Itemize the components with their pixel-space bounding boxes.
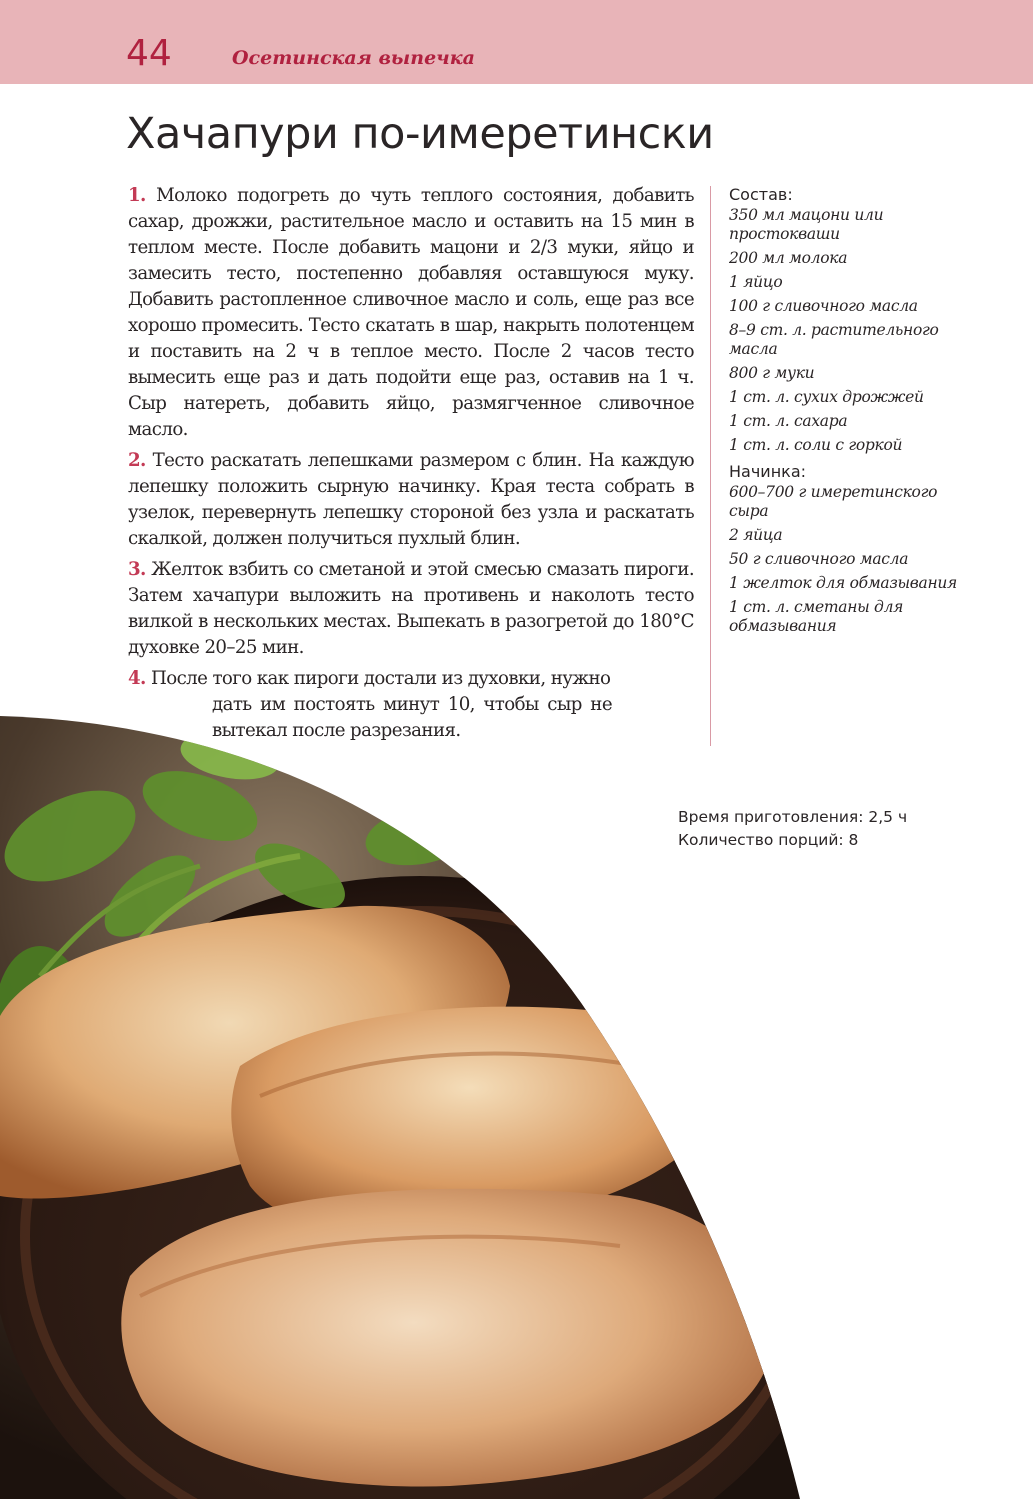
filling-heading: Начинка: bbox=[729, 462, 807, 481]
recipe-steps bbox=[128, 183, 694, 749]
step-1 bbox=[128, 183, 694, 443]
ingredient-item: 1 ст. л. сухих дрожжей bbox=[729, 388, 924, 406]
step-text: Тесто раскатать лепешками размером с блин. На каждую лепешку положить сырную начинку. Края теста собрать в узелок, перевернуть лепешку стороной без узла и раскатать скалкой, должен получиться пухлый блин. bbox=[128, 450, 694, 549]
filling-item: 2 яйца bbox=[729, 526, 783, 544]
ingredient-item: 1 ст. л. сахара bbox=[729, 412, 848, 430]
step-text-continued: дать им постоять минут 10, чтобы сыр не вытекал после разрезания. bbox=[212, 694, 612, 741]
page-number: 44 bbox=[126, 33, 172, 74]
ingredient-item: 1 ст. л. соли с горкой bbox=[729, 436, 903, 454]
ingredient-item: 100 г сливочного масла bbox=[729, 297, 918, 315]
servings-count: Количество порций: 8 bbox=[678, 831, 859, 849]
ingredient-item: 350 мл мацони или простокваши bbox=[729, 206, 884, 243]
ingredients-heading: Состав: bbox=[729, 185, 793, 204]
step-text: Молоко подогреть до чуть теплого состояния, добавить сахар, дрожжи, растительное масло и оставить на 15 мин в теплом месте. После добавить мацони и 2/3 муки, яйцо и замесить тесто, постепенно добавляя оставшуюся муку. Добавить растопленное сливочное масло и соль, еще раз все хорошо промесить. Тесто скатать в шар, накрыть полотенцем и поставить на 2 ч в теплое место. После 2 часов тесто вымесить еще раз и дать подойти еще раз, оставив на 1 ч. Сыр натереть, добавить яйцо, размягченное сливочное масло. bbox=[128, 185, 694, 440]
khachapuri-photo bbox=[0, 716, 800, 1499]
column-divider bbox=[710, 186, 711, 746]
step-3 bbox=[128, 557, 694, 661]
step-number: 1. bbox=[128, 185, 146, 206]
filling-item: 50 г сливочного масла bbox=[729, 550, 909, 568]
filling-item: 600–700 г имеретинского сыра bbox=[729, 483, 938, 520]
step-2 bbox=[128, 448, 694, 552]
recipe-title: Хачапури по-имеретински bbox=[126, 109, 714, 159]
filling-item: 1 ст. л. сметаны для обмазывания bbox=[729, 598, 904, 635]
ingredients-list bbox=[729, 206, 969, 455]
step-number: 2. bbox=[128, 450, 146, 471]
filling-list bbox=[729, 483, 969, 636]
ingredients-panel bbox=[729, 184, 969, 641]
ingredient-item: 1 яйцо bbox=[729, 273, 783, 291]
cooking-time: Время приготовления: 2,5 ч bbox=[678, 808, 908, 826]
step-number: 3. bbox=[128, 559, 146, 580]
ingredient-item: 200 мл молока bbox=[729, 249, 848, 267]
step-text: Желток взбить со сметаной и этой смесью смазать пироги. Затем хачапури выложить на противень и наколоть тесто вилкой в нескольких местах. Выпекать в разогретой до 180°С духовке 20–25 мин. bbox=[128, 559, 694, 658]
ingredient-item: 8–9 ст. л. растительного масла bbox=[729, 321, 939, 358]
step-text: После того как пироги достали из духовки, нужно bbox=[145, 668, 611, 689]
filling-item: 1 желток для обмазывания bbox=[729, 574, 958, 592]
step-number: 4. bbox=[128, 668, 146, 689]
ingredient-item: 800 г муки bbox=[729, 364, 815, 382]
section-title: Осетинская выпечка bbox=[232, 47, 475, 69]
